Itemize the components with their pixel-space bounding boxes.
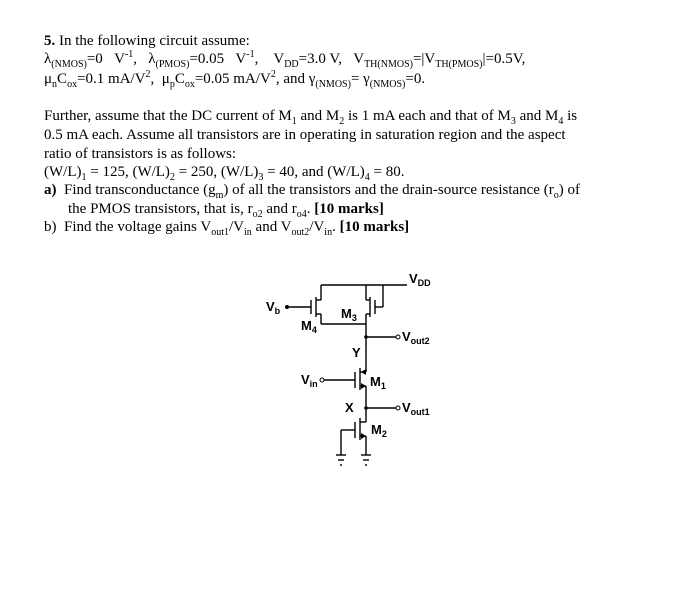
mu-n-sub: n xyxy=(52,79,58,90)
further-text: is xyxy=(563,108,578,124)
vth-pmos-sub: TH(PMOS) xyxy=(435,59,483,70)
vdd-label: $V_{DD}$ xyxy=(409,271,431,288)
vin-label: $V_{in}$ xyxy=(301,372,318,389)
lambda-pmos-value: =0.05 xyxy=(189,51,225,67)
sub-3: 3 xyxy=(258,172,264,183)
part-b-text: Find the voltage gains V xyxy=(64,219,212,235)
part-b-text: /V xyxy=(309,219,325,235)
mu-p-sub: p xyxy=(169,79,175,90)
m2-arrow xyxy=(361,433,366,439)
m1-label: $M_1$ xyxy=(370,374,386,391)
sub-2: 2 xyxy=(169,172,175,183)
m1-arrow xyxy=(361,383,366,389)
lambda-nmos-sub: (NMOS) xyxy=(51,59,87,70)
problem-number: 5. xyxy=(44,33,56,49)
further-text: and M xyxy=(515,108,559,124)
vth-symbol: V xyxy=(353,51,365,67)
m4-label: $M_4$ xyxy=(301,318,317,335)
further-line-1 xyxy=(44,107,577,126)
vth-mid: =|V xyxy=(412,51,436,67)
further-text: Further, assume that the DC current of M xyxy=(44,108,292,124)
part-b-text: . xyxy=(332,219,340,235)
node-x-label: X xyxy=(345,400,354,415)
part-a-text: the PMOS transistors, that is, r xyxy=(68,201,253,217)
squared-exponent: 2 xyxy=(145,69,151,80)
wl-label: (W/L) xyxy=(132,164,170,180)
mup-cox-value: =0.05 mA/V xyxy=(194,71,271,87)
cox-symbol: C xyxy=(57,71,68,87)
lambda-symbol: λ xyxy=(44,51,52,67)
cox-sub: ox xyxy=(184,79,195,90)
further-line-2: 0.5 mA each. Assume all transistors are in operating in saturation region and the aspect xyxy=(44,127,566,143)
m2-label: $M_2$ xyxy=(371,422,387,439)
cox-symbol: C xyxy=(174,71,185,87)
vth-nmos-sub: TH(NMOS) xyxy=(364,59,413,70)
circuit-schematic xyxy=(250,262,470,477)
aspect-ratio-line xyxy=(44,163,404,182)
ratio-4: = 80. xyxy=(369,164,405,180)
node-x-dot xyxy=(364,406,368,410)
vout1-terminal xyxy=(396,406,400,410)
sub-2: 2 xyxy=(339,116,345,127)
lambda-pmos-sub: (PMOS) xyxy=(155,59,190,70)
part-b-text: and V xyxy=(251,219,292,235)
gamma-symbol: γ xyxy=(308,71,316,87)
further-text: is 1 mA each and that of M xyxy=(344,108,511,124)
wl-label: (W/L) xyxy=(44,164,82,180)
gamma-equals: = xyxy=(350,71,364,87)
ratio-3: = 40, and xyxy=(263,164,328,180)
ro-sub: o xyxy=(553,190,559,201)
and-text: , and xyxy=(275,71,309,87)
vout2-terminal xyxy=(396,335,400,339)
vb-terminal xyxy=(285,305,289,309)
vout1-sub: out1 xyxy=(211,227,229,238)
sub-4: 4 xyxy=(558,116,564,127)
sub-1: 1 xyxy=(81,172,87,183)
ro4-sub: o4 xyxy=(296,209,307,220)
part-a-text: Find transconductance (g xyxy=(64,182,216,198)
lambda-nmos-unit: V xyxy=(114,51,125,67)
sub-1: 1 xyxy=(291,116,297,127)
mu-symbol: μ xyxy=(161,71,170,87)
vth-value: |=0.5V, xyxy=(482,51,526,67)
vin-sub: in xyxy=(324,227,333,238)
part-a-marks: [10 marks] xyxy=(314,201,384,217)
ro2-sub: o2 xyxy=(252,209,263,220)
lambda-nmos-value: =0 xyxy=(86,51,103,67)
lambda-pmos-unit: V xyxy=(235,51,247,67)
vdd-symbol: V xyxy=(273,51,285,67)
m3-label: $M_3$ xyxy=(341,306,357,323)
sub-3: 3 xyxy=(510,116,516,127)
part-b-label: b) xyxy=(44,219,57,235)
gamma-symbol: γ xyxy=(363,71,370,87)
ground-left xyxy=(336,455,346,465)
gm-sub: m xyxy=(215,190,224,201)
mu-symbol: μ xyxy=(44,71,53,87)
part-a-line-2 xyxy=(68,200,384,219)
gamma-value: =0. xyxy=(405,71,426,87)
squared-exponent: 2 xyxy=(270,69,276,80)
mun-cox-value: =0.1 mA/V xyxy=(77,71,146,87)
vout1-label: $V_{out1}$ xyxy=(402,400,430,417)
sub-4: 4 xyxy=(364,172,370,183)
ground-right xyxy=(361,455,371,465)
part-a-label: a) xyxy=(44,182,57,198)
vb-label: $V_b$ xyxy=(266,299,281,316)
params-line-1: $\lambda_{(NMOS)}=0$ $V^{-1}$, $\lambda_{(PMOS)}=0.05$ $V^{-1}$, $V_{DD}=3.0$ V, $V_{TH(NMOS)}=|V_{TH(PMOS)}|=0.5V$, xyxy=(44,49,526,70)
vin-sub: in xyxy=(244,227,252,238)
part-a-text: and r xyxy=(262,201,297,217)
gamma-sub: (NMOS) xyxy=(369,79,406,90)
cox-sub: ox xyxy=(67,79,78,90)
further-text: and M xyxy=(296,108,340,124)
further-line-3: ratio of transistors is as follows: xyxy=(44,146,237,162)
part-b-line xyxy=(44,218,409,237)
wl-label: (W/L) xyxy=(327,164,365,180)
vout2-label: $V_{out2}$ xyxy=(402,329,430,346)
node-y-label: Y xyxy=(352,345,361,360)
part-a-text: . xyxy=(306,201,315,217)
ratio-1: = 125, xyxy=(86,164,133,180)
vdd-sub: DD xyxy=(284,59,299,70)
inverse-exponent: -1 xyxy=(246,49,255,60)
part-b-text: /V xyxy=(229,219,244,235)
part-a-line-1 xyxy=(44,181,580,200)
wl-label: (W/L) xyxy=(220,164,259,180)
vin-terminal xyxy=(320,378,324,382)
node-y-dot xyxy=(364,335,368,339)
problem-intro-line xyxy=(44,32,250,51)
inverse-exponent: -1 xyxy=(124,49,134,60)
problem-intro: In the following circuit assume: xyxy=(59,33,250,49)
gamma-sub: (NMOS) xyxy=(315,79,351,90)
part-b-marks: [10 marks] xyxy=(339,219,410,235)
part-a-text: ) of xyxy=(558,182,580,198)
vout2-sub: out2 xyxy=(291,227,310,238)
ratio-2: = 250, xyxy=(174,164,221,180)
lambda-symbol: λ xyxy=(148,51,156,67)
vdd-value: =3.0 V, xyxy=(298,51,342,67)
part-a-text: ) of all the transistors and the drain-source resistance (r xyxy=(223,182,554,198)
m3-arrow xyxy=(361,369,366,375)
params-line-2: $\mu_nC_{ox}=0.1$ $mA/V^2$, $\mu_pC_{ox}=0.05$ $mA/V^2$, and $\gamma_{(NMOS)}= \gamma_{(NMOS)}=0$. xyxy=(44,69,426,90)
